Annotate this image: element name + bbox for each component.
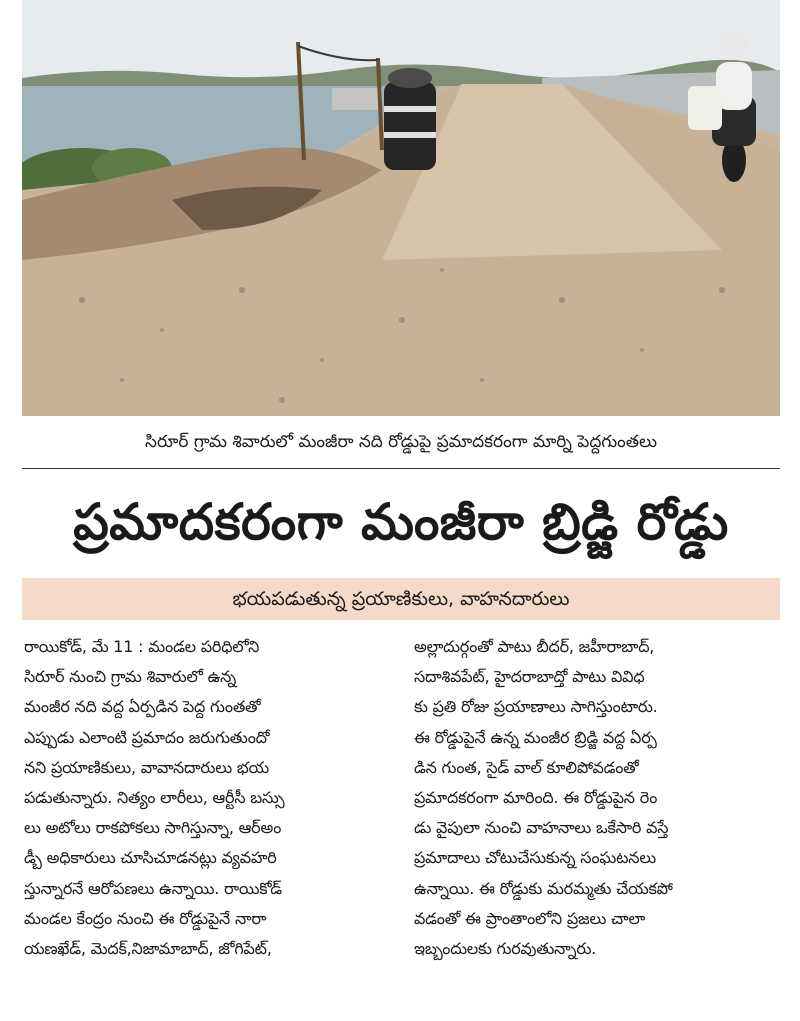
subheadline: భయపడుతున్న ప్రయాణికులు, వాహనదారులు [22, 578, 780, 620]
article-line: ప్రమాదాలు చోటుచేసుకున్న సంఘటనలు [414, 848, 657, 868]
article-line: ఉన్నాయి. ఈ రోడ్డుకు మరమ్మతు చేయకపో [414, 878, 673, 898]
article-line: ప్రమాదకరంగా మారింది. ఈ రోడ్డుపైన రెం [414, 788, 658, 808]
article-column-right [414, 632, 774, 1017]
article-line: మండల కేంద్రం నుంచి ఈ రోడ్డుపైనే నారా [24, 908, 267, 928]
article-line: డ్బీ అధికారులు చూసిచూడనట్లు వ్యవహరి [24, 848, 277, 868]
article-line: స్తున్నారనే ఆరోపణలు ఉన్నాయి. రాయికోడ్ [24, 878, 282, 898]
headline: ప్రమాదకరంగా మంజీరా బ్రిడ్జి రోడ్డు [73, 493, 729, 551]
article-line: సదాశివపేట్, హైదరాబాద్తో పాటు వివిధ [414, 667, 645, 687]
article-line: కు ప్రతి రోజు ప్రయాణాలు సాగిస్తుంటారు. [414, 697, 658, 717]
tire-stack [384, 68, 436, 170]
article-line: రాయికోడ్, మే 11 : మండల పరిధిలోని [24, 637, 260, 656]
divider-top [22, 468, 780, 469]
article-line: డిన గుంత, సైడ్ వాల్ కూలిపోవడంతో [414, 757, 639, 777]
article-line: ఎప్పుడు ఎలాంటి ప్రమాదం జరుగుతుందో [24, 727, 270, 747]
article-line: ఇబ్బందులకు గురవుతున్నారు. [414, 939, 597, 959]
article-line: వడంతో ఈ ప్రాంతాంలోని ప్రజలు చాలా [414, 908, 646, 928]
photo-caption: సిరూర్ గ్రామ శివారులో మంజీరా నది రోడ్డుపై ప్రమాదకరంగా మార్ని పెద్దగుంతలు [145, 432, 657, 452]
article-line: నని ప్రయాణికులు, వావానదారులు భయ [24, 757, 269, 777]
article-line: సిరూర్ నుంచి గ్రామ శివారులో ఉన్న [24, 667, 236, 687]
article-line: డు వైపులా నుంచి వాహనాలు ఒకేసారి వస్తే [414, 818, 669, 838]
article-line: మంజీర నది వద్ద ఏర్పడిన పెద్ద గుంతతో [24, 697, 261, 717]
article-line: ఈ రోడ్డుపైనే ఉన్న మంజీర బ్రిడ్జి వద్ద ఏర్ప [414, 727, 657, 747]
bridge-road-illustration [22, 0, 780, 416]
article-line: అల్లాదుర్గంతో పాటు బీదర్, జహీరాబాద్, [414, 637, 655, 656]
bridge-railing-left [332, 88, 382, 110]
article-column-left [24, 632, 384, 1017]
article-line: పడుతున్నారు. నిత్యం లారీలు, ఆర్టీసీ బస్సు [24, 788, 285, 808]
article-line: యణఖేడ్, మెదక్,నిజామాబాద్, జోగిపేట్, [24, 939, 272, 959]
article-line: లు అటోలు రాకపోకలు సాగిస్తున్నా, ఆర్అం [24, 818, 282, 838]
news-photo [22, 0, 780, 416]
